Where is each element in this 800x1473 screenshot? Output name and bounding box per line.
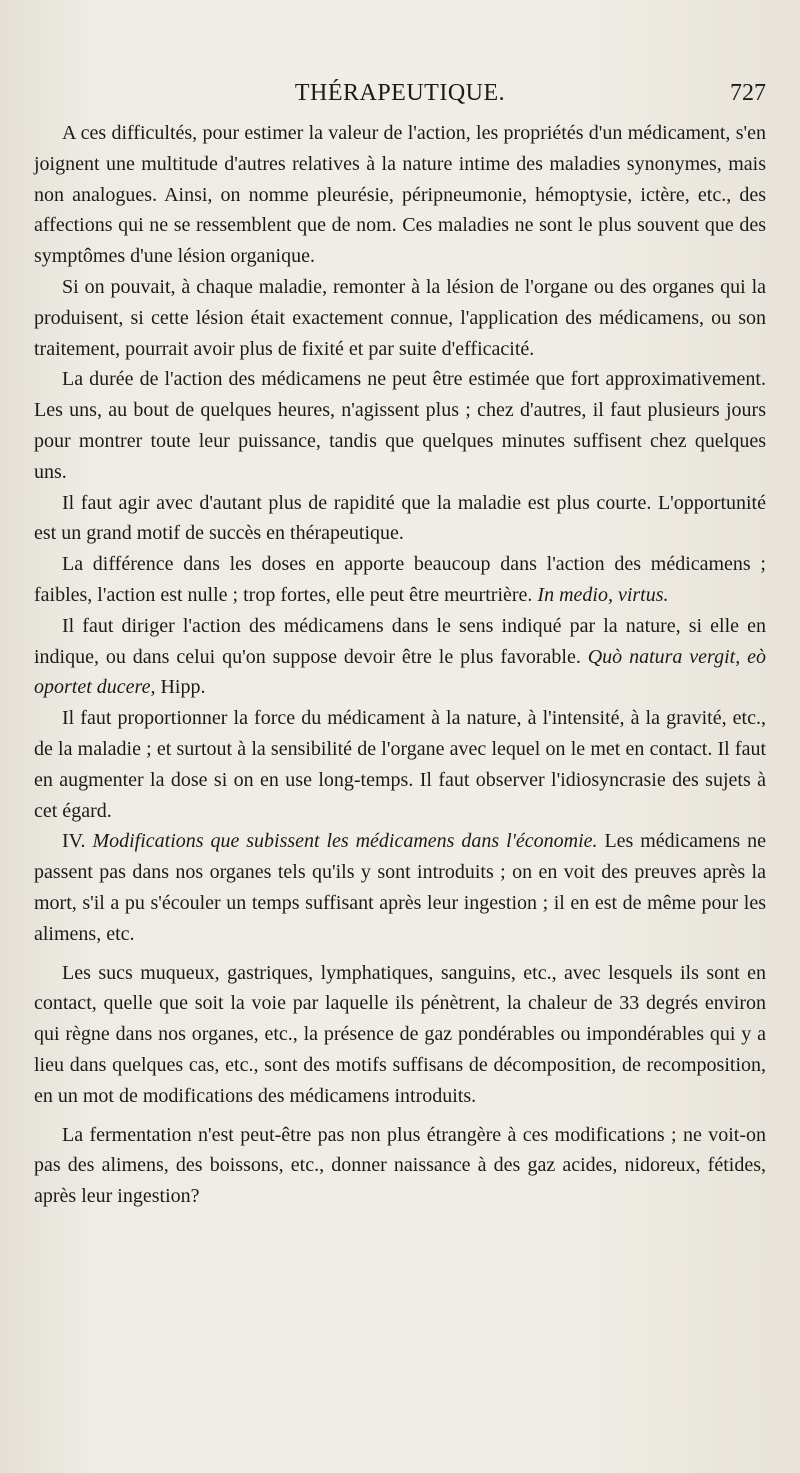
paragraph-diriger-text: Il faut diriger l'action des médicamens dans le sens indiqué par la nature, si elle en indique, ou dans celui qu'on suppose devoir être le plus favorable. <box>34 614 766 668</box>
section-numeral: IV. <box>62 830 93 853</box>
section-iv-modifications <box>34 826 766 949</box>
paragraph-diriger-action <box>34 611 766 703</box>
body-text <box>34 118 766 1212</box>
paragraph-diriger-citation: Hipp. <box>155 676 206 699</box>
paragraph-fermentation: La fermentation n'est peut-être pas non plus étrangère à ces modifications ; ne voit-on pas des alimens, des boissons, etc., donner naissance à des gaz acides, nidoreux, fétides, après leur ingestion? <box>34 1123 766 1208</box>
paragraph-sucs: Les sucs muqueux, gastriques, lymphatiques, sanguins, etc., avec lesquels ils sont en contact, quelle que soit la voie par laquelle ils pénètrent, la chaleur de 33 degrés environ qui règne dans nos organes, etc., la présence de gaz pondérables ou impondérables qui y a lieu dans quelques cas, etc., sont des motifs suffisans de décomposition, de recomposition, en un mot de modifications des médicamens introduits. <box>34 961 766 1107</box>
paragraph-difficultes: A ces difficultés, pour estimer la valeur de l'action, les propriétés d'un médicament, s'en joignent une multitude d'autres relatives à la nature intime des maladies synonymes, mais non analogues. Ainsi, on nomme pleurésie, péripneumonie, hémoptysie, ictère, etc., des affections qui ne se ressemblent que de nom. Ces maladies ne sont le plus souvent que des symptômes d'une lésion organique. <box>34 122 766 268</box>
paragraph-proportionner: Il faut proportionner la force du médicament à la nature, à l'intensité, à la gravité, etc., de la maladie ; et surtout à la sensibilité de l'organe avec lequel on le met en contact. Il faut en augmenter la dose si on en use long-temps. Il faut observer l'idiosyncrasie des sujets à cet égard. <box>34 707 766 822</box>
running-head <box>34 76 766 110</box>
paragraph-doses-text: La différence dans les doses en apporte beaucoup dans l'action des médicamens ; faibles, l'action est nulle ; trop fortes, elle peut être meurtrière. <box>34 553 766 606</box>
paragraph-doses <box>34 549 766 611</box>
running-title: THÉRAPEUTIQUE. <box>294 80 506 106</box>
paragraph-duree-action: La durée de l'action des médicamens ne peut être estimée que fort approximativement. Les uns, au bout de quelques heures, n'agissent plus ; chez d'autres, il faut plusieurs jours pour montrer toute leur puissance, tandis que quelques minutes suffisent chez quelques uns. <box>34 368 766 483</box>
section-iv-text: Les médicamens ne passent pas dans nos organes tels qu'ils y sont introduits ; on en voit des preuves après la mort, s'il a pu s'écouler un temps suffisant après leur ingestion ; il en est de même pour les alimens, etc. <box>34 830 766 945</box>
paragraph-diriger-latin: Quò natura vergit, eò oportet ducere, <box>34 645 766 699</box>
paragraph-doses-latin: In medio, virtus. <box>537 583 669 606</box>
section-heading: Modifications que subissent les médicamens dans l'économie. <box>92 830 598 853</box>
page-number: 727 <box>730 80 766 106</box>
paragraph-lesion-organe: Si on pouvait, à chaque maladie, remonter à la lésion de l'organe ou des organes qui la produisent, si cette lésion était exactement connue, l'application des médicamens, ou son traitement, pourrait avoir plus de fixité et par suite d'efficacité. <box>34 275 766 360</box>
paragraph-rapidite: Il faut agir avec d'autant plus de rapidité que la maladie est plus courte. L'opportunité est un grand motif de succès en thérapeutique. <box>34 491 766 545</box>
